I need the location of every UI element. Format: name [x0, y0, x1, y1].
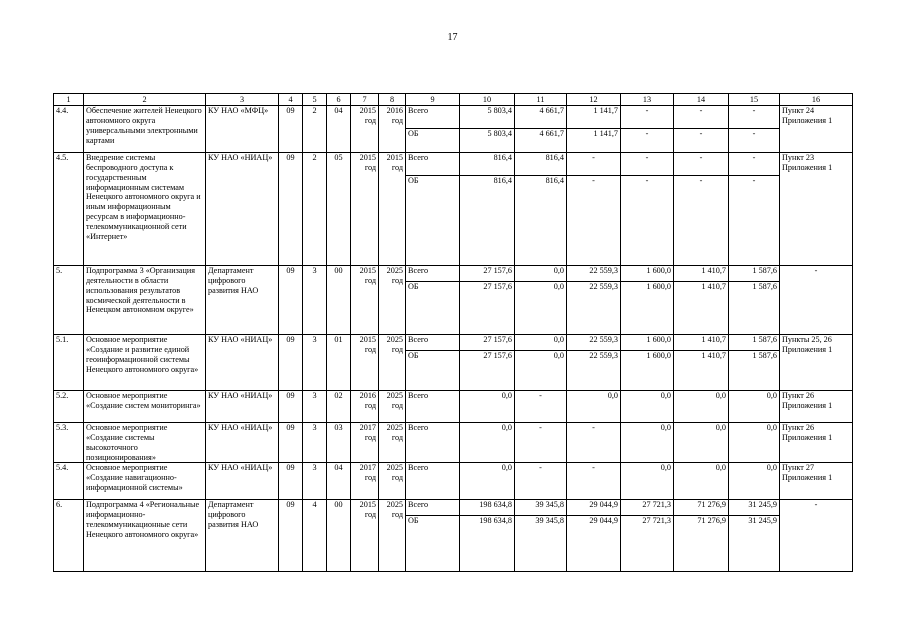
executor: КУ НАО «НИАЦ» [206, 153, 279, 266]
end-year: 2016 год [379, 106, 406, 153]
code-col5: 3 [303, 391, 327, 423]
funding-value: 39 345,8 [515, 516, 567, 572]
funding-value: 198 634,8 [460, 516, 515, 572]
funding-value: - [674, 153, 729, 176]
column-header-9: 9 [406, 94, 460, 106]
header-row [54, 94, 853, 106]
column-header-6: 6 [327, 94, 351, 106]
row-number: 5.1. [54, 335, 84, 391]
funding-value: 29 044,9 [567, 516, 621, 572]
program-table [53, 93, 853, 572]
code-col5: 4 [303, 500, 327, 572]
column-header-11: 11 [515, 94, 567, 106]
table-row [54, 423, 853, 463]
reference: Пункты 25, 26 Приложения 1 [780, 335, 853, 391]
funding-value: 816,4 [460, 176, 515, 266]
funding-value: - [515, 463, 567, 500]
code-col5: 3 [303, 266, 327, 335]
column-header-12: 12 [567, 94, 621, 106]
end-year: 2025 год [379, 335, 406, 391]
code-col6: 05 [327, 153, 351, 266]
funding-value: 0,0 [460, 463, 515, 500]
start-year: 2016 год [351, 391, 379, 423]
funding-value: 31 245,9 [729, 516, 780, 572]
funding-source: Всего [406, 423, 460, 463]
funding-value: 1 410,7 [674, 351, 729, 391]
funding-value: - [515, 423, 567, 463]
funding-value: 0,0 [621, 463, 674, 500]
row-number: 4.4. [54, 106, 84, 153]
funding-value: 0,0 [674, 463, 729, 500]
end-year: 2025 год [379, 463, 406, 500]
funding-value: - [567, 153, 621, 176]
funding-value: 816,4 [460, 153, 515, 176]
code-col5: 2 [303, 106, 327, 153]
funding-value: 1 600,0 [621, 335, 674, 351]
row-number: 5.2. [54, 391, 84, 423]
table-row [54, 335, 853, 351]
code-col6: 01 [327, 335, 351, 391]
funding-source: Всего [406, 266, 460, 282]
column-header-4: 4 [279, 94, 303, 106]
funding-value: 1 587,6 [729, 351, 780, 391]
funding-value: - [729, 106, 780, 129]
funding-value: 1 141,7 [567, 106, 621, 129]
executor: Департамент цифрового развития НАО [206, 500, 279, 572]
reference: Пункт 23 Приложения 1 [780, 153, 853, 266]
executor: Департамент цифрового развития НАО [206, 266, 279, 335]
table-row [54, 500, 853, 516]
column-header-7: 7 [351, 94, 379, 106]
activity-name: Подпрограмма 4 «Региональные информационно-телекоммуникационные сети Ненецкого автономного округа» [84, 500, 206, 572]
funding-source: Всего [406, 463, 460, 500]
code-col6: 04 [327, 106, 351, 153]
row-number: 5. [54, 266, 84, 335]
code-col6: 02 [327, 391, 351, 423]
funding-value: - [567, 176, 621, 266]
funding-source: Всего [406, 106, 460, 129]
funding-value: 0,0 [729, 463, 780, 500]
code-col4: 09 [279, 500, 303, 572]
funding-value: 0,0 [460, 391, 515, 423]
code-col4: 09 [279, 463, 303, 500]
funding-value: - [729, 129, 780, 153]
reference: Пункт 26 Приложения 1 [780, 423, 853, 463]
end-year: 2025 год [379, 266, 406, 335]
funding-value: 1 410,7 [674, 282, 729, 335]
table-row [54, 106, 853, 129]
reference: Пункт 27 Приложения 1 [780, 463, 853, 500]
code-col6: 04 [327, 463, 351, 500]
reference: Пункт 26 Приложения 1 [780, 391, 853, 423]
funding-value: 1 587,6 [729, 266, 780, 282]
funding-value: 0,0 [729, 391, 780, 423]
start-year: 2017 год [351, 423, 379, 463]
funding-value: 4 661,7 [515, 129, 567, 153]
code-col4: 09 [279, 391, 303, 423]
funding-value: - [729, 176, 780, 266]
funding-value: 71 276,9 [674, 516, 729, 572]
funding-source: ОБ [406, 176, 460, 266]
funding-value: 0,0 [567, 391, 621, 423]
activity-name: Основное мероприятие «Создание навигационно-информационной системы» [84, 463, 206, 500]
funding-value: 71 276,9 [674, 500, 729, 516]
start-year: 2015 год [351, 266, 379, 335]
table-row [54, 153, 853, 176]
funding-value: 5 803,4 [460, 129, 515, 153]
funding-value: 0,0 [729, 423, 780, 463]
funding-value: - [674, 129, 729, 153]
activity-name: Основное мероприятие «Создание и развитие единой геоинформационной системы Ненецкого автономного округа» [84, 335, 206, 391]
start-year: 2015 год [351, 106, 379, 153]
column-header-5: 5 [303, 94, 327, 106]
reference: Пункт 24 Приложения 1 [780, 106, 853, 153]
funding-value: 1 600,0 [621, 266, 674, 282]
executor: КУ НАО «МФЦ» [206, 106, 279, 153]
page-number: 17 [447, 32, 458, 43]
funding-value: 1 600,0 [621, 282, 674, 335]
column-header-1: 1 [54, 94, 84, 106]
funding-value: 0,0 [460, 423, 515, 463]
funding-source: ОБ [406, 282, 460, 335]
end-year: 2015 год [379, 153, 406, 266]
funding-source: Всего [406, 335, 460, 351]
column-header-13: 13 [621, 94, 674, 106]
code-col5: 3 [303, 423, 327, 463]
funding-value: 1 600,0 [621, 351, 674, 391]
column-header-8: 8 [379, 94, 406, 106]
funding-value: 0,0 [515, 266, 567, 282]
column-header-10: 10 [460, 94, 515, 106]
end-year: 2025 год [379, 391, 406, 423]
row-number: 5.3. [54, 423, 84, 463]
code-col4: 09 [279, 266, 303, 335]
funding-value: - [621, 153, 674, 176]
row-number: 6. [54, 500, 84, 572]
code-col6: 00 [327, 266, 351, 335]
funding-source: Всего [406, 391, 460, 423]
funding-source: ОБ [406, 129, 460, 153]
funding-value: 31 245,9 [729, 500, 780, 516]
funding-value: 27 157,6 [460, 266, 515, 282]
funding-value: 27 157,6 [460, 335, 515, 351]
funding-value: 1 587,6 [729, 282, 780, 335]
funding-value: 27 157,6 [460, 351, 515, 391]
code-col4: 09 [279, 153, 303, 266]
table-row [54, 463, 853, 500]
funding-value: 29 044,9 [567, 500, 621, 516]
funding-value: - [621, 106, 674, 129]
funding-value: 0,0 [621, 423, 674, 463]
executor: КУ НАО «НИАЦ» [206, 463, 279, 500]
funding-value: 22 559,3 [567, 266, 621, 282]
funding-value: 39 345,8 [515, 500, 567, 516]
funding-source: Всего [406, 153, 460, 176]
code-col6: 00 [327, 500, 351, 572]
funding-value: - [729, 153, 780, 176]
column-header-2: 2 [84, 94, 206, 106]
code-col5: 2 [303, 153, 327, 266]
funding-value: 0,0 [674, 423, 729, 463]
reference: - [780, 500, 853, 572]
funding-value: 0,0 [515, 351, 567, 391]
end-year: 2025 год [379, 423, 406, 463]
funding-value: 0,0 [621, 391, 674, 423]
executor: КУ НАО «НИАЦ» [206, 391, 279, 423]
activity-name: Основное мероприятие «Создание систем мониторинга» [84, 391, 206, 423]
funding-value: 22 559,3 [567, 351, 621, 391]
executor: КУ НАО «НИАЦ» [206, 335, 279, 391]
code-col6: 03 [327, 423, 351, 463]
funding-value: 22 559,3 [567, 335, 621, 351]
column-header-16: 16 [780, 94, 853, 106]
column-header-3: 3 [206, 94, 279, 106]
row-number: 4.5. [54, 153, 84, 266]
activity-name: Основное мероприятие «Создание системы высокоточного позиционирования» [84, 423, 206, 463]
funding-value: 816,4 [515, 176, 567, 266]
funding-value: - [674, 106, 729, 129]
funding-value: 1 410,7 [674, 266, 729, 282]
funding-value: - [515, 391, 567, 423]
column-header-15: 15 [729, 94, 780, 106]
code-col5: 3 [303, 463, 327, 500]
funding-value: - [621, 129, 674, 153]
funding-value: 816,4 [515, 153, 567, 176]
start-year: 2015 год [351, 153, 379, 266]
funding-value: 27 157,6 [460, 282, 515, 335]
funding-value: 1 410,7 [674, 335, 729, 351]
funding-value: - [621, 176, 674, 266]
funding-value: 0,0 [515, 335, 567, 351]
start-year: 2015 год [351, 500, 379, 572]
reference: - [780, 266, 853, 335]
table-row [54, 391, 853, 423]
activity-name: Подпрограмма 3 «Организация деятельности в области использования результатов космической деятельности в Ненецком автономном округе» [84, 266, 206, 335]
code-col4: 09 [279, 106, 303, 153]
funding-value: - [567, 463, 621, 500]
code-col4: 09 [279, 335, 303, 391]
funding-value: 0,0 [674, 391, 729, 423]
funding-value: 27 721,3 [621, 516, 674, 572]
funding-value: 4 661,7 [515, 106, 567, 129]
start-year: 2017 год [351, 463, 379, 500]
executor: КУ НАО «НИАЦ» [206, 423, 279, 463]
funding-value: 198 634,8 [460, 500, 515, 516]
funding-source: ОБ [406, 351, 460, 391]
funding-value: 1 587,6 [729, 335, 780, 351]
end-year: 2025 год [379, 500, 406, 572]
funding-value: 22 559,3 [567, 282, 621, 335]
activity-name: Внедрение системы беспроводного доступа к государственным информационным системам Ненецкого автономного округа и иным информационным ресурсам в информационно-телекоммуникационной сети «Интернет» [84, 153, 206, 266]
funding-value: 1 141,7 [567, 129, 621, 153]
funding-source: Всего [406, 500, 460, 516]
funding-value: 5 803,4 [460, 106, 515, 129]
row-number: 5.4. [54, 463, 84, 500]
code-col4: 09 [279, 423, 303, 463]
start-year: 2015 год [351, 335, 379, 391]
funding-source: ОБ [406, 516, 460, 572]
funding-value: - [674, 176, 729, 266]
funding-value: 0,0 [515, 282, 567, 335]
column-header-14: 14 [674, 94, 729, 106]
funding-value: 27 721,3 [621, 500, 674, 516]
code-col5: 3 [303, 335, 327, 391]
activity-name: Обеспечение жителей Ненецкого автономного округа универсальными электронными картами [84, 106, 206, 153]
table-row [54, 266, 853, 282]
funding-value: - [567, 423, 621, 463]
